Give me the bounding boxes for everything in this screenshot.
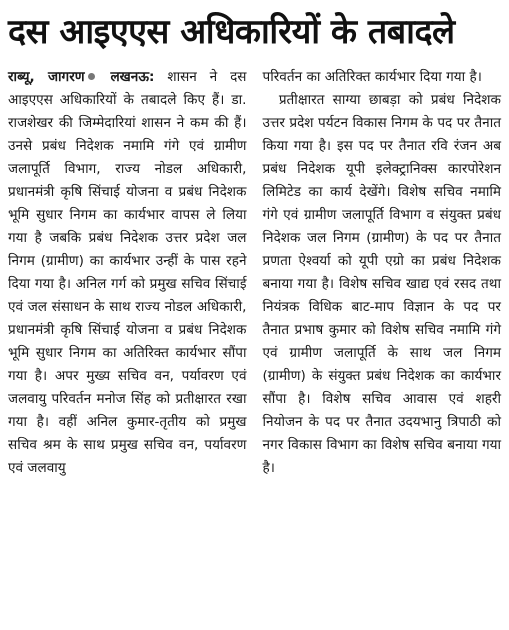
paragraph-1 <box>8 66 247 480</box>
article-body <box>8 66 501 480</box>
dateline-bullet-icon <box>88 73 95 80</box>
paragraph-2: प्रतीक्षारत साग्या छाबड़ा को प्रबंध निदेशक उत्तर प्रदेश पर्यटन विकास निगम के पद पर तैनात किया गया है। इस पद पर तैनात रवि रंजन अब प्रबंध निदेशक यूपी इलेक्ट्रानिक्स कारपोरेशन लिमिटेड का कार्य देखेंगे। विशेष सचिव नमामि गंगे एवं ग्रामीण जलापूर्ति विभाग व संयुक्त प्रबंध निदेशक जल निगम (ग्रामीण) के पद पर तैनात प्रणता ऐश्वर्या को यूपी एग्रो का प्रबंध निदेशक बनाया गया है। विशेष सचिव खाद्य एवं रसद तथा नियंत्रक विधिक बाट-माप विज्ञान के पद पर तैनात प्रभाष कुमार को विशेष सचिव नमामि गंगे एवं ग्रामीण जलापूर्ति के साथ जल निगम (ग्रामीण) के संयुक्त प्रबंध निदेशक का कार्यभार सौंपा है। विशेष सचिव आवास एवं शहरी नियोजन के पद पर तैनात उदयभानु त्रिपाठी को नगर विकास विभाग का विशेष सचिव बनाया गया है। <box>262 92 501 476</box>
column-right <box>263 66 502 480</box>
dateline-city: लखनऊ: <box>110 69 155 85</box>
article-headline: दस आइएएस अधिकारियों के तबादले <box>8 12 455 52</box>
column-left <box>8 66 247 480</box>
paragraph-1-text: शासन ने दस आइएएस अधिकारियों के तबादले किए हैं। डा. राजशेखर की जिम्मेदारियां शासन ने कम की हैं। उनसे प्रबंध निदेशक नमामि गंगे एवं ग्रामीण जलापूर्ति विभाग, राज्य नोडल अधिकारी, प्रधानमंत्री कृषि सिंचाई योजना व प्रबंध निदेशक भूमि सुधार निगम का कार्यभार वापस ले लिया गया है जबकि प्रबंध निदेशक उत्तर प्रदेश जल निगम (ग्रामीण) का कार्यभार उन्हीं के पास रहने दिया गया है। अनिल गर्ग को प्रमुख सचिव सिंचाई एवं जल संसाधन के साथ राज्य नोडल अधिकारी, प्रधानमंत्री कृषि सिंचाई योजना व प्रबंध निदेशक भूमि सुधार निगम का अतिरिक्त कार्यभार सौंपा गया है। अपर मुख्य सचिव वन, पर्यावरण एवं जलवायु परिवर्तन मनोज सिंह को प्रतीक्षारत रखा गया है। वहीं अनिल कुमार-तृतीय को प्रमुख सचिव श्रम के साथ प्रमुख सचिव वन, पर्यावरण एवं जलवायु <box>8 69 247 476</box>
dateline-bureau: राब्यू, जागरण <box>8 69 85 85</box>
paragraph-1-continued: परिवर्तन का अतिरिक्त कार्यभार दिया गया है। <box>262 69 482 85</box>
